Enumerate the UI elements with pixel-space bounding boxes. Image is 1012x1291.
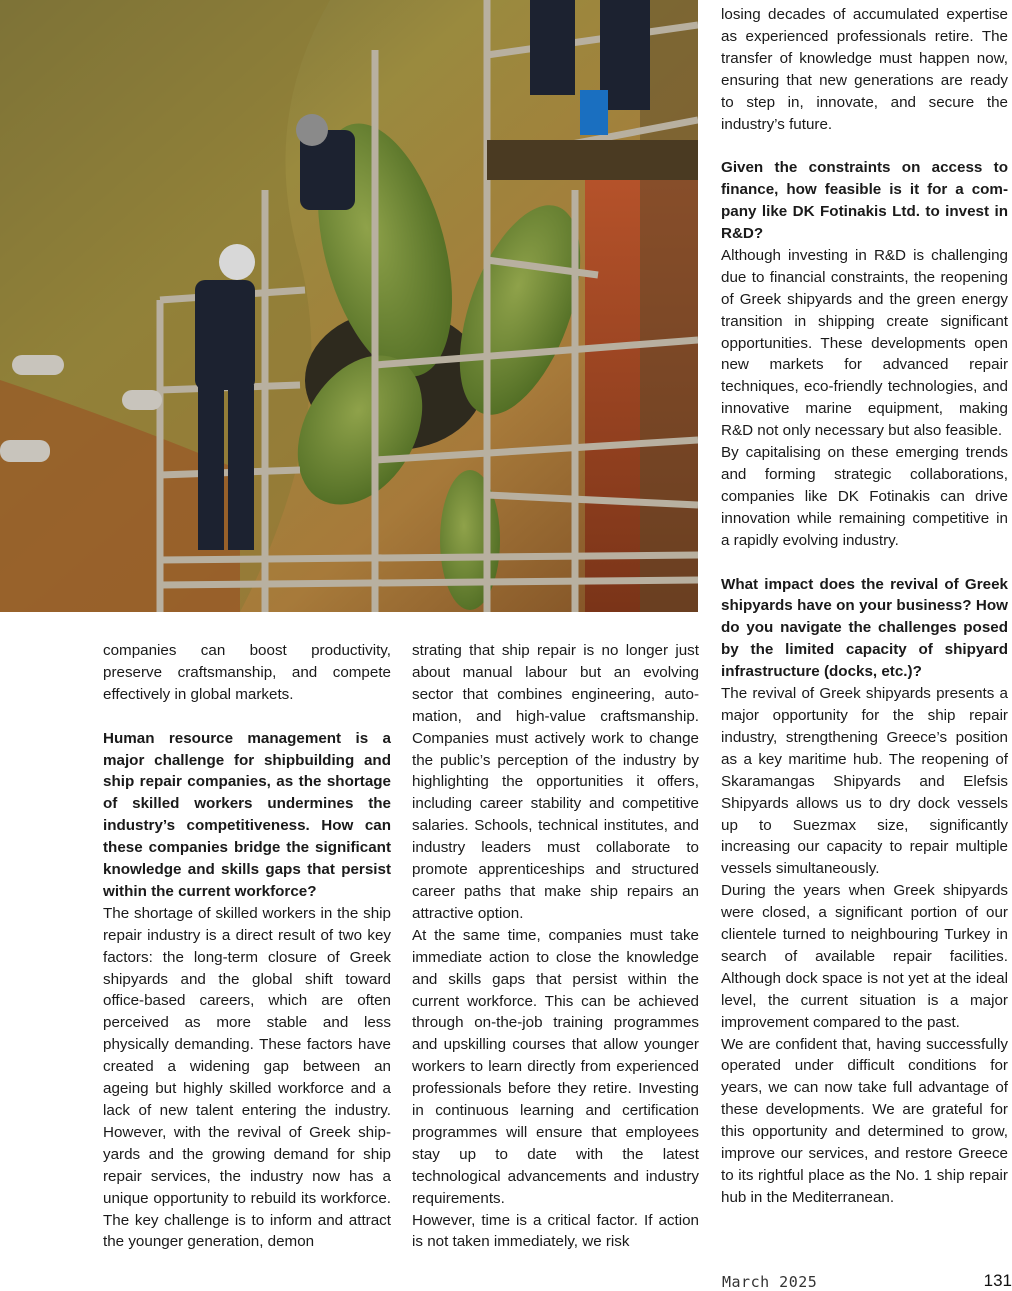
body-paragraph: By capitalising on these emerging trends and forming strategic collaborations, companies like DK Fotinakis can drive innovation while remaining competitive in a rapidly evolving industry.	[721, 444, 1008, 549]
interview-question: What impact does the revival of Greek shipyards have on your business? How do you navigate the challenges posed by the limited capacity of shipyard infrastructure (docks, etc.)?	[721, 575, 1008, 681]
body-paragraph: companies can boost productivity, preserve craftsmanship, and compete effectively in global markets.	[103, 642, 391, 703]
interview-question: Given the constraints on access to finance, how feasible is it for a company like DK Fotinakis Ltd. to invest in R&D?	[721, 159, 1008, 243]
paragraph-gap	[721, 552, 1008, 574]
article-column-1	[103, 640, 391, 1253]
body-paragraph: strating that ship repair is no longer just about manual labour but an evolving sector that combines engineering, automation, and high-value craftsmanship. Companies must actively work to change the public’s perception of the industry by highlighting the opportunities it offers, including career stability and competitive salaries. Schools, technical institutes, and industry leaders must collaborate to promote apprenticeships and structured career paths that make ship repairs an attractive option.	[412, 642, 699, 922]
issue-date: March 2025	[722, 1273, 818, 1291]
page-number: 131	[983, 1271, 1012, 1290]
body-paragraph: During the years when Greek shipyards were closed, a significant portion of our clientele turned to neighbouring Turkey in search of available repair facilities. Although dock space is not yet at the ideal level, the current situation is a major improvement compared to the past.	[721, 882, 1008, 1031]
body-paragraph: At the same time, companies must take immediate action to close the knowledge and skills gaps that persist within the current workforce. This can be achieved through on-the-job training programmes and upskilling courses that allow younger workers to learn directly from experienced professionals before they retire. Investing in continuous learning and certification programmes will ensure that employees stay up to date with the latest technological advancements and industry requirements.	[412, 926, 699, 1207]
body-paragraph: However, time is a critical factor. If action is not taken immediately, we risk	[412, 1211, 699, 1251]
body-paragraph: losing decades of accumulated expertise as experienced professionals retire. The transfer of knowledge must happen now, ensuring that new generations are ready to step in, innovate, and secure the industry’s future.	[721, 6, 1008, 133]
body-paragraph: We are confident that, having successfully operated under difficult conditions for years, we can now take full advantage of these developments. We are grateful for this opportunity and determined to grow, improve our services, and restore Greece to its rightful place as the No. 1 ship repair hub in the Mediterranean.	[721, 1035, 1008, 1206]
article-column-3	[721, 4, 1008, 1209]
body-paragraph: Although investing in R&D is challenging due to financial constraints, the reopening of Greek shipyards and the green energy transition in shipping create significant opportunities. These developments open new markets for advanced repair techniques, eco-friendly technologies, and innovative marine equipment, making R&D not only necessary but also feasible.	[721, 246, 1008, 440]
paragraph-gap	[103, 706, 391, 728]
interview-question: Human resource management is a major challenge for shipbuilding and ship repair companies, as the shortage of skilled workers undermines the industry’s competitiveness. How can these companies bridge the significant knowledge and skills gaps that persist within the current workforce?	[103, 729, 391, 900]
body-paragraph: The revival of Greek shipyards presents a major opportunity for the ship repair industry, strengthening Greece’s position as a key maritime hub. The reopening of Skaramangas Shipyards and Elefsis Shipyards allows us to dry dock vessels up to Suezmax size, significantly increasing our capacity to repair multiple vessels simultaneously.	[721, 685, 1008, 878]
shipyard-propeller-photo	[0, 0, 698, 612]
article-column-2	[412, 640, 699, 1253]
paragraph-gap	[721, 135, 1008, 157]
body-paragraph: The shortage of skilled workers in the ship repair industry is a direct result of two key factors: the long-term closure of Greek shipyards and the global shift toward office-based careers, which are often perceived as more stable and less physically demanding. These factors have created a widening gap between an ageing but highly skilled workforce and a lack of new talent entering the industry. However, with the revival of Greek shipyards and the growing demand for ship repair services, the industry now has a unique opportunity to rebuild its workforce. The key challenge is to inform and attract the younger generation, demon	[103, 904, 391, 1251]
